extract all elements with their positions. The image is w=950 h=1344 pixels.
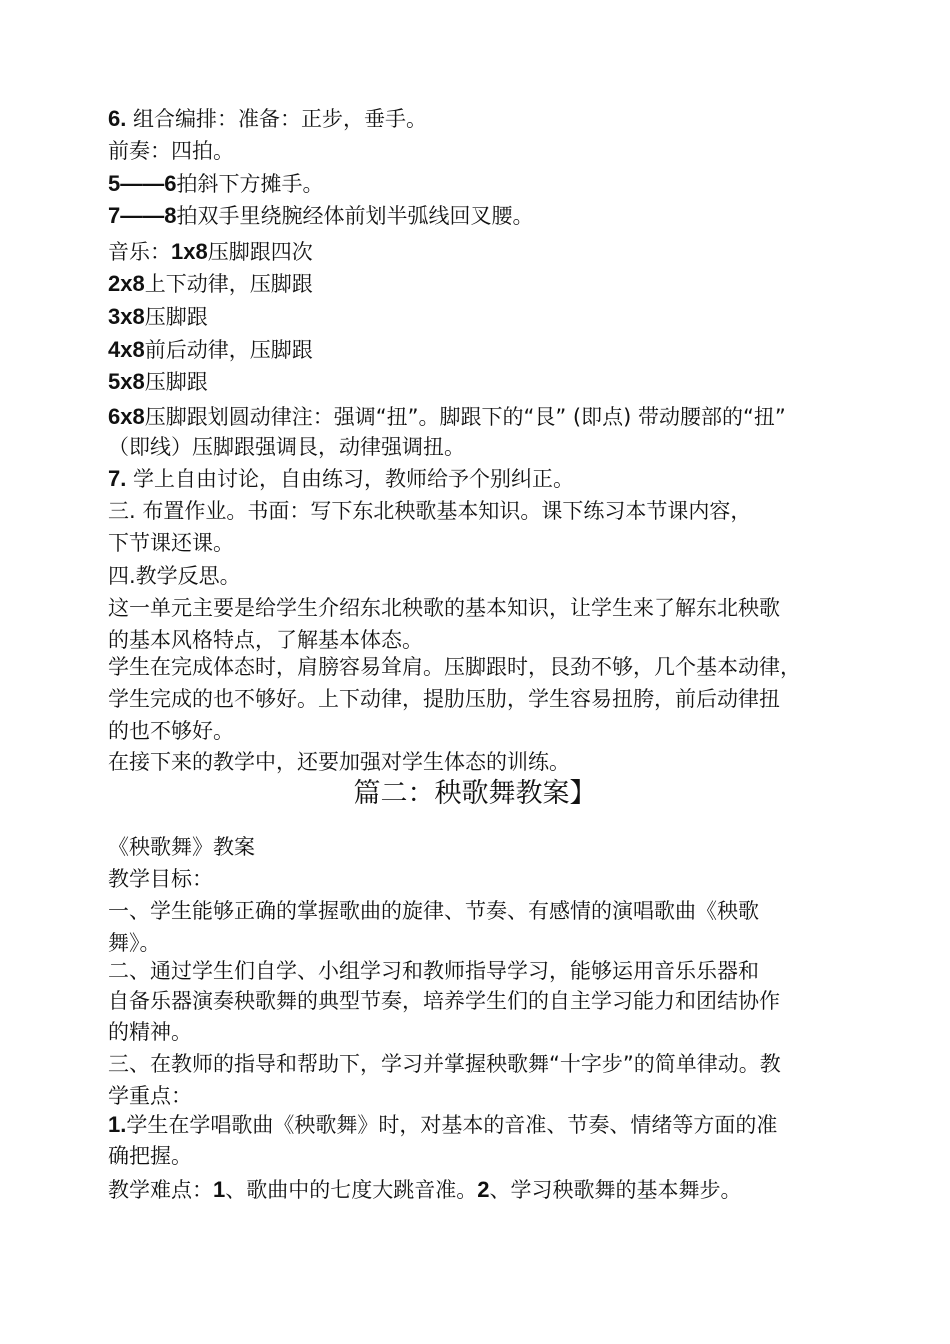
text-line: 1.学生在学唱歌曲《秧歌舞》时，对基本的音准、节奏、情绪等方面的准 [108,1112,778,1137]
text-line: 《秧歌舞》教案 [108,835,255,859]
text-line: 的也不够好。 [108,719,234,743]
text-line: 确把握。 [108,1144,192,1168]
text-line: 教学难点：1、歌曲中的七度大跳音准。2、学习秧歌舞的基本舞步。 [108,1177,742,1202]
text-line: 5x8压脚跟 [108,369,208,394]
text-line: 自备乐器演奏秧歌舞的典型节奏，培养学生们的自主学习能力和团结协作 [108,989,780,1013]
text-line: 二、通过学生们自学、小组学习和教师指导学习，能够运用音乐乐器和 [108,959,759,983]
text-line: 2x8上下动律，压脚跟 [108,271,313,296]
text-line: 四.教学反思。 [108,564,241,588]
section-title: 篇二：秧歌舞教案】 [353,778,597,809]
text-line: 一、学生能够正确的掌握歌曲的旋律、节奏、有感情的演唱歌曲《秧歌 [108,899,759,923]
text-line: （即线）压脚跟强调艮，动律强调扭。 [108,435,465,459]
text-line: 4x8前后动律，压脚跟 [108,337,313,362]
text-line: 3x8压脚跟 [108,304,208,329]
text-line: 三. 布置作业。书面：写下东北秧歌基本知识。课下练习本节课内容， [108,499,752,523]
text-line: 音乐：1x8压脚跟四次 [108,239,313,264]
text-line: 的精神。 [108,1020,192,1044]
text-line: 前奏：四拍。 [108,139,234,163]
text-line: 7——8拍双手里绕腕经体前划半弧线回叉腰。 [108,203,534,228]
text-line: 5——6拍斜下方摊手。 [108,171,324,196]
text-line: 学生完成的也不够好。上下动律，提肋压肋，学生容易扭胯，前后动律扭 [108,687,780,711]
text-line: 在接下来的教学中，还要加强对学生体态的训练。 [108,750,570,774]
text-line: 的基本风格特点，了解基本体态。 [108,628,423,652]
text-line: 学生在完成体态时，肩膀容易耸肩。压脚跟时，艮劲不够，几个基本动律， [108,655,801,679]
text-line: 舞》。 [108,931,161,955]
text-line: 学重点： [108,1084,192,1108]
text-line: 6. 组合编排：准备：正步，垂手。 [108,106,428,131]
text-line: 教学目标： [108,867,213,891]
text-line: 三、在教师的指导和帮助下，学习并掌握秧歌舞“十字步”的简单律动。教 [108,1052,781,1076]
text-line: 7. 学上自由讨论，自由练习，教师给予个别纠正。 [108,466,575,491]
text-line: 下节课还课。 [108,531,234,555]
text-line: 6x8压脚跟划圆动律注：强调“扭”。脚跟下的“艮” (即点) 带动腰部的“扭” [108,404,786,429]
text-line: 这一单元主要是给学生介绍东北秧歌的基本知识，让学生来了解东北秧歌 [108,596,780,620]
